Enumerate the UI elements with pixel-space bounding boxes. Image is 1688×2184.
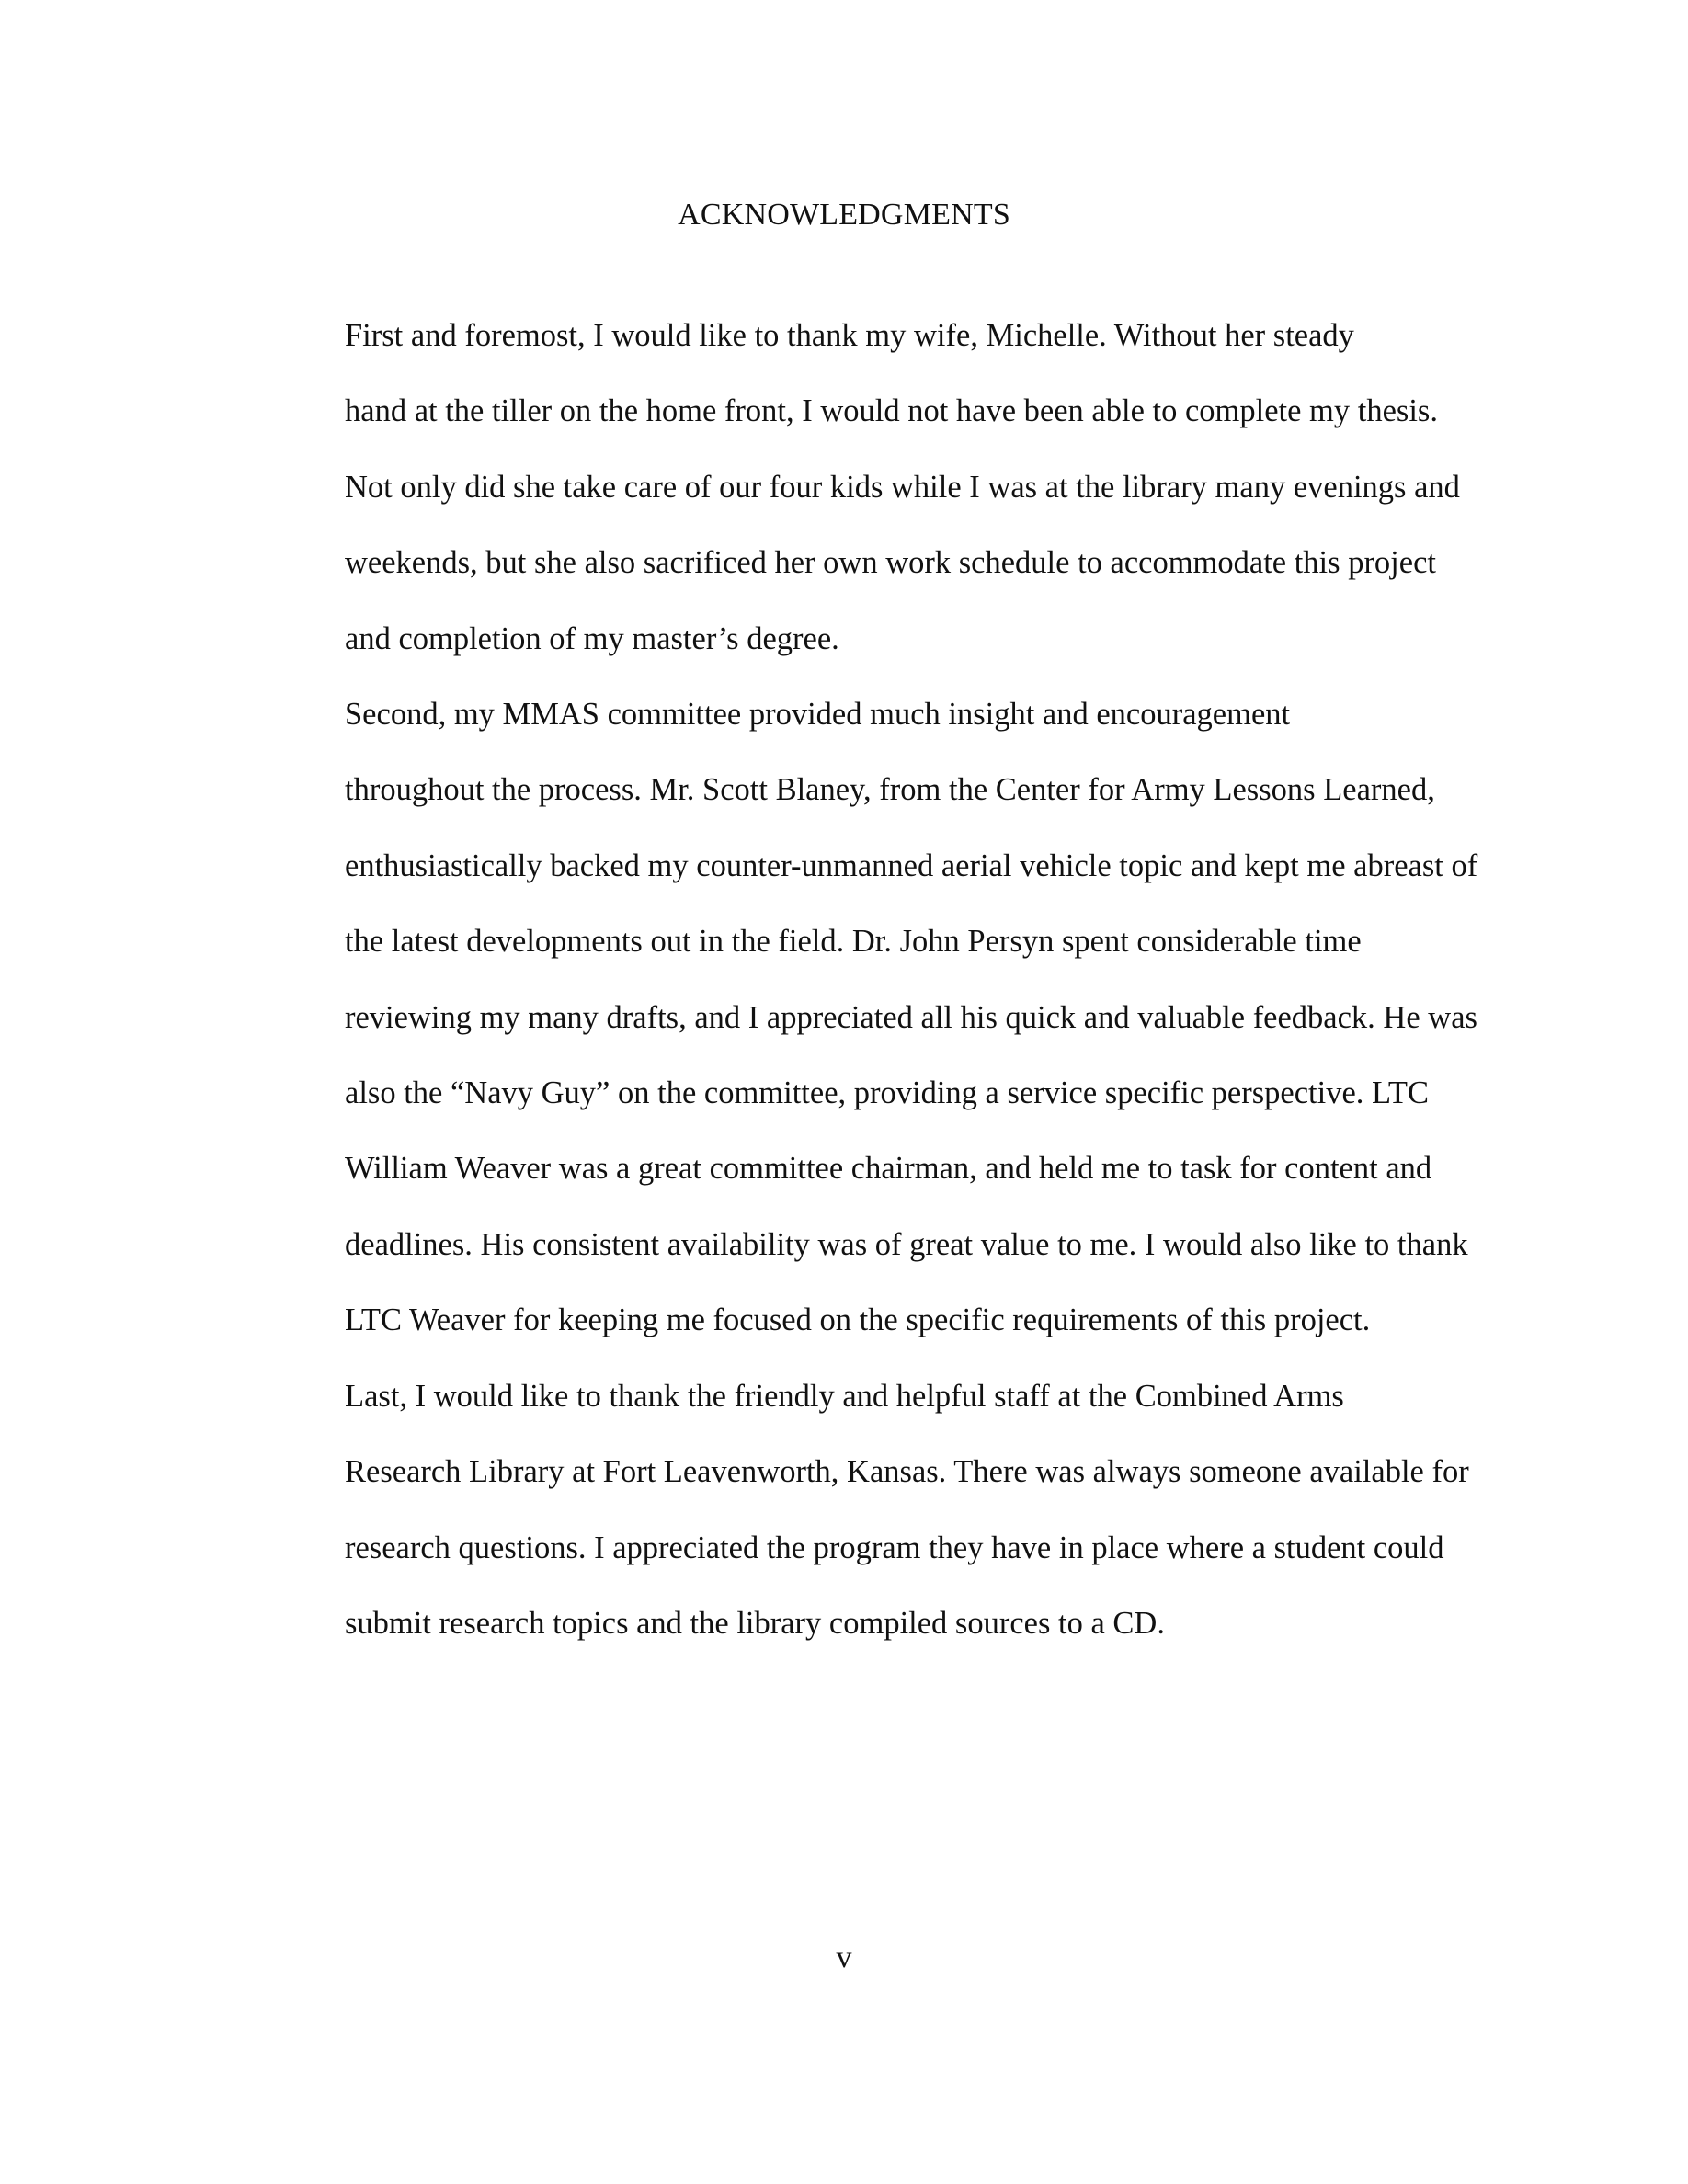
paragraph-line: Second, my MMAS committee provided much insight and encouragement	[345, 697, 1291, 733]
paragraph-line: also the “Navy Guy” on the committee, providing a service specific perspective. LTC	[345, 1075, 1430, 1111]
paragraph-3	[246, 1359, 1469, 1662]
paragraph-line: Research Library at Fort Leavenworth, Kansas. There was always someone available for	[345, 1454, 1469, 1490]
paragraph-line: First and foremost, I would like to thank my wife, Michelle. Without her steady	[345, 318, 1354, 353]
paragraph-line: deadlines. His consistent availability was of great value to me. I would also like to thank	[345, 1226, 1468, 1262]
paragraph-line: Last, I would like to thank the friendly and helpful staff at the Combined Arms	[345, 1378, 1344, 1414]
paragraph-line: William Weaver was a great committee chairman, and held me to task for content and	[345, 1151, 1432, 1187]
paragraph-1	[246, 298, 1460, 677]
paragraph-line: research questions. I appreciated the program they have in place where a student could	[345, 1530, 1444, 1565]
paragraph-line: Not only did she take care of our four kids while I was at the library many evenings and	[345, 469, 1460, 505]
acknowledgments-body	[246, 298, 1478, 1661]
paragraph-line: LTC Weaver for keeping me focused on the specific requirements of this project.	[345, 1302, 1371, 1338]
paragraph-2	[246, 677, 1478, 1359]
paragraph-line: hand at the tiller on the home front, I would not have been able to complete my thesis.	[345, 393, 1438, 429]
paragraph-line: reviewing my many drafts, and I appreciated all his quick and valuable feedback. He was	[345, 999, 1477, 1035]
page-title: ACKNOWLEDGMENTS	[678, 198, 1010, 232]
page-number: v	[836, 1940, 852, 1974]
paragraph-line: submit research topics and the library compiled sources to a CD.	[345, 1605, 1165, 1641]
paragraph-line: the latest developments out in the field. Dr. John Persyn spent considerable time	[345, 924, 1362, 960]
paragraph-line: enthusiastically backed my counter-unmanned aerial vehicle topic and kept me abreast of	[345, 847, 1478, 883]
paragraph-line: weekends, but she also sacrificed her own work schedule to accommodate this project	[345, 545, 1436, 581]
paragraph-line: and completion of my master’s degree.	[345, 620, 839, 656]
paragraph-line: throughout the process. Mr. Scott Blaney, from the Center for Army Lessons Learned,	[345, 772, 1435, 808]
